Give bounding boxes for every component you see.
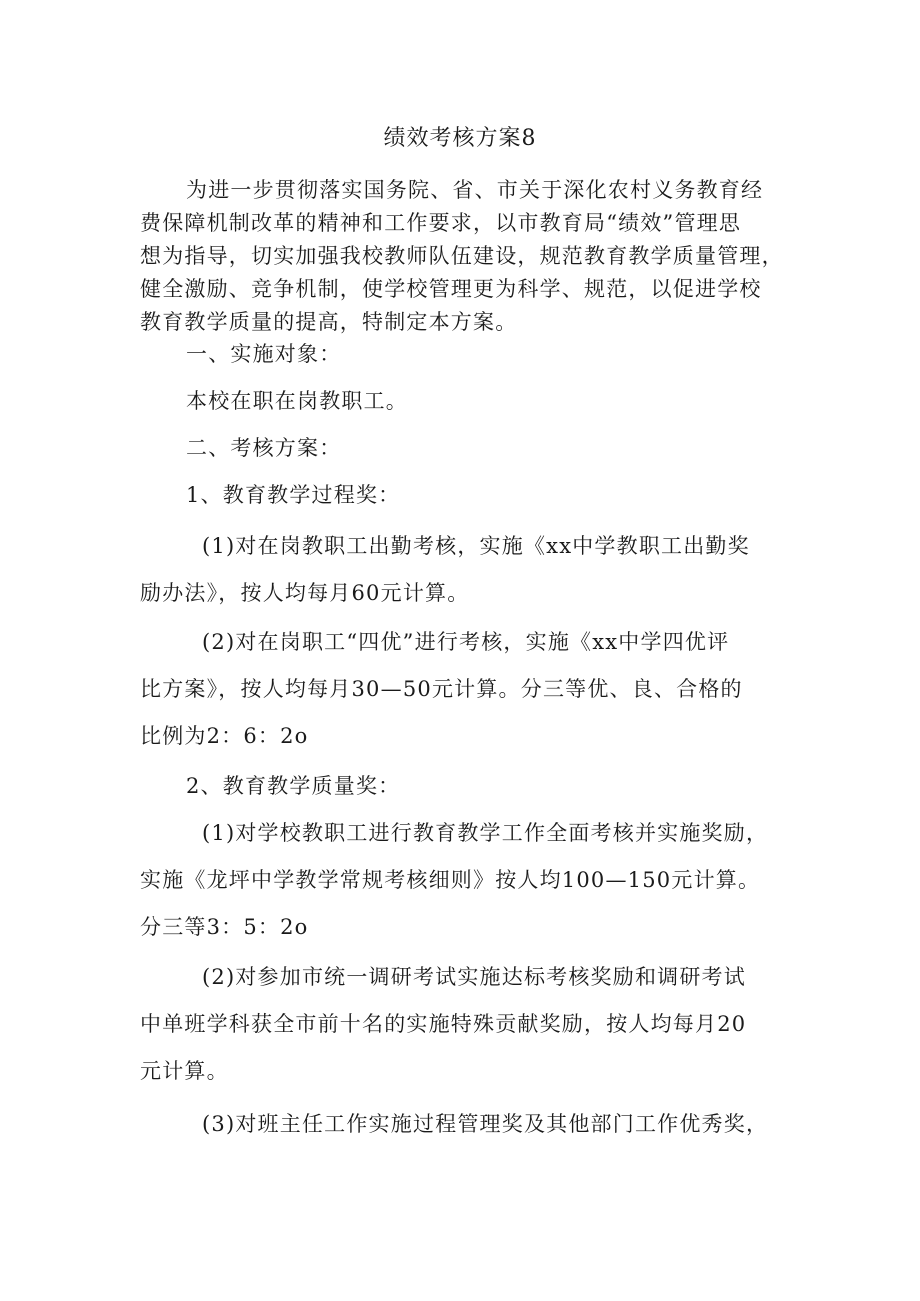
text-line: 费保障机制改革的精神和工作要求，以市教育局“绩效”管理思	[140, 211, 742, 235]
item2-1-paragraph	[140, 810, 790, 951]
text-line: 比方案》，按人均每月30—50元计算。分三等优、良、合格的	[140, 677, 743, 701]
intro-paragraph	[140, 174, 790, 339]
text-line: (1)对学校教职工进行教育教学工作全面考核并实施奖励，	[202, 821, 769, 845]
item1-2-paragraph	[140, 619, 790, 760]
item2-3-paragraph	[140, 1101, 790, 1148]
section1-body: 本校在职在岗教职工。	[186, 389, 408, 413]
item2-2-paragraph	[140, 954, 790, 1095]
text-line: 比例为2：6：2o	[140, 724, 309, 748]
text-line: (2)对参加市统一调研考试实施达标考核奖励和调研考试	[202, 965, 746, 989]
text-line: 为进一步贯彻落实国务院、省、市关于深化农村义务教育经	[186, 178, 764, 202]
item1-1-paragraph	[140, 523, 790, 617]
text-line: 分三等3：5：2o	[140, 915, 309, 939]
text-line: 中单班学科获全市前十名的实施特殊贡献奖励，按人均每月20	[140, 1012, 747, 1036]
text-line: 健全激励、竞争机制，使学校管理更为科学、规范，以促进学校	[140, 277, 762, 301]
text-line: 励办法》，按人均每月60元计算。	[140, 581, 470, 605]
text-line: (3)对班主任工作实施过程管理奖及其他部门工作优秀奖，	[202, 1112, 769, 1136]
item2-heading: 2、教育教学质量奖：	[186, 774, 401, 798]
section1-heading: 一、实施对象：	[186, 342, 342, 366]
text-line: 教育教学质量的提高，特制定本方案。	[140, 310, 518, 334]
item1-heading: 1、教育教学过程奖：	[186, 483, 401, 507]
document-title: 绩效考核方案8	[383, 126, 537, 151]
text-line: 元计算。	[140, 1059, 229, 1083]
text-line: 想为指导，切实加强我校教师队伍建设，规范教育教学质量管理，	[140, 244, 784, 268]
section2-heading: 二、考核方案：	[186, 436, 342, 460]
text-line: (1)对在岗教职工出勤考核，实施《xx中学教职工出勤奖	[202, 534, 750, 558]
text-line: (2)对在岗职工“四优”进行考核，实施《xx中学四优评	[202, 630, 730, 654]
text-line: 实施《龙坪中学教学常规考核细则》按人均100—150元计算。	[140, 868, 761, 892]
